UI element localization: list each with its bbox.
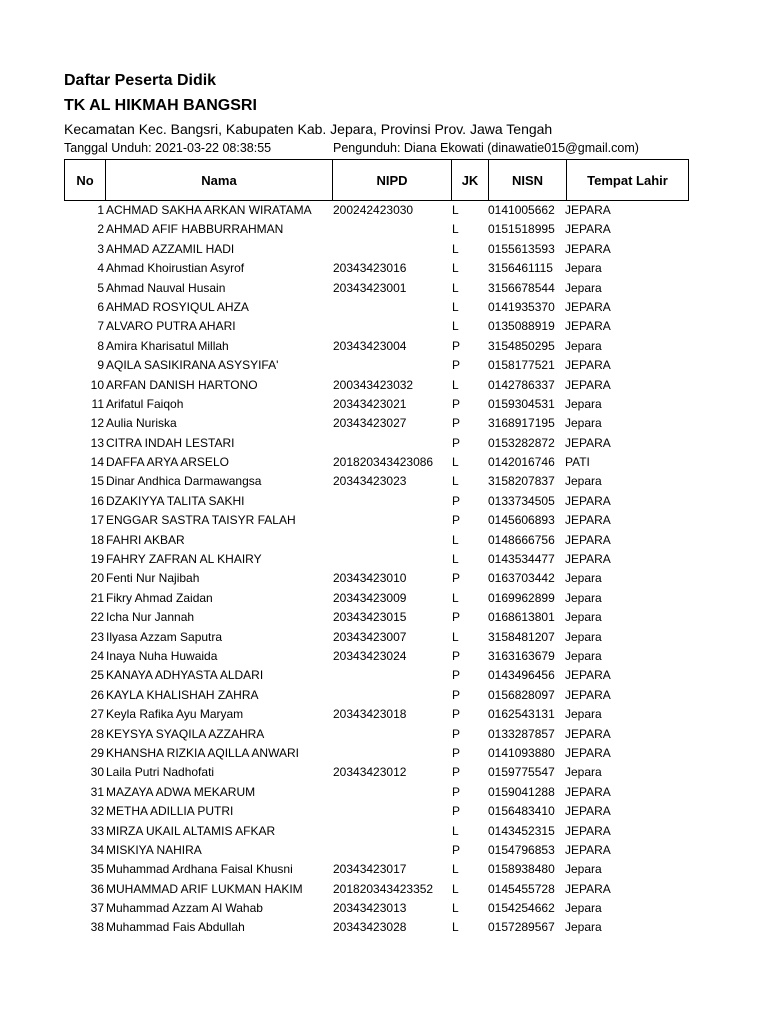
cell-no: 5 xyxy=(97,280,104,295)
cell-no: 31 xyxy=(90,784,104,799)
cell-tempat-lahir: JEPARA xyxy=(565,358,611,373)
table-row xyxy=(64,627,694,646)
cell-nipd: 20343423010 xyxy=(333,571,407,586)
cell-nisn: 0155613593 xyxy=(488,241,555,256)
table-row xyxy=(64,879,694,898)
cell-nipd: 20343423021 xyxy=(333,396,407,411)
table-row xyxy=(64,762,694,781)
table-row xyxy=(64,239,694,258)
cell-tempat-lahir: JEPARA xyxy=(565,203,611,217)
cell-nisn: 0168613801 xyxy=(488,610,555,625)
cell-nisn: 0145455728 xyxy=(488,881,555,896)
table-row xyxy=(64,801,694,820)
cell-no: 17 xyxy=(90,513,104,528)
cell-jk: L xyxy=(452,862,459,877)
cell-jk: P xyxy=(452,804,461,819)
cell-nama: DZAKIYYA TALITA SAKHI xyxy=(106,493,245,508)
cell-jk: L xyxy=(452,241,459,256)
cell-jk: L xyxy=(452,299,459,314)
cell-nipd: 20343423023 xyxy=(333,474,407,489)
column-header-tempat-lahir: Tempat Lahir xyxy=(567,160,689,201)
cell-nama: ACHMAD SAKHA ARKAN WIRATAMA xyxy=(106,203,312,217)
cell-nama: KEYSYA SYAQILA AZZAHRA xyxy=(106,726,265,741)
cell-jk: L xyxy=(452,280,459,295)
cell-nama: MIRZA UKAIL ALTAMIS AFKAR xyxy=(106,823,276,838)
cell-nipd: 20343423009 xyxy=(333,590,407,605)
cell-no: 10 xyxy=(90,377,104,392)
cell-jk: P xyxy=(452,765,461,780)
cell-nama: CITRA INDAH LESTARI xyxy=(106,435,235,450)
cell-jk: P xyxy=(452,571,461,586)
cell-tempat-lahir: Jepara xyxy=(565,610,602,625)
cell-no: 35 xyxy=(90,862,104,877)
cell-nama: Aulia Nuriska xyxy=(106,416,177,431)
cell-jk: L xyxy=(452,377,459,392)
cell-no: 25 xyxy=(90,668,104,683)
cell-nama: Muhammad Fais Abdullah xyxy=(106,920,245,935)
table-row xyxy=(64,549,694,568)
cell-nipd: 20343423027 xyxy=(333,416,407,431)
cell-jk: L xyxy=(452,455,459,470)
table-row xyxy=(64,665,694,684)
cell-tempat-lahir: JEPARA xyxy=(565,377,611,392)
cell-nipd: 201820343423086 xyxy=(333,455,434,470)
cell-nipd: 20343423013 xyxy=(333,901,407,916)
document-title: Daftar Peserta Didik xyxy=(64,72,217,89)
cell-no: 29 xyxy=(90,745,104,760)
cell-no: 1 xyxy=(97,203,104,217)
cell-nisn: 0159304531 xyxy=(488,396,555,411)
cell-nisn: 0156828097 xyxy=(488,687,555,702)
cell-tempat-lahir: JEPARA xyxy=(565,842,611,857)
cell-jk: P xyxy=(452,435,461,450)
cell-nipd: 20343423028 xyxy=(333,920,407,935)
cell-jk: L xyxy=(452,823,459,838)
cell-tempat-lahir: JEPARA xyxy=(565,319,611,334)
cell-tempat-lahir: Jepara xyxy=(565,629,602,644)
cell-no: 7 xyxy=(97,319,104,334)
cell-no: 9 xyxy=(97,358,104,373)
cell-nisn: 0143452315 xyxy=(488,823,555,838)
cell-nipd: 20343423004 xyxy=(333,338,407,353)
table-row xyxy=(64,782,694,801)
cell-nipd: 20343423001 xyxy=(333,280,407,295)
cell-nama: Dinar Andhica Darmawangsa xyxy=(106,474,262,489)
cell-nipd: 20343423024 xyxy=(333,648,407,663)
table-row xyxy=(64,704,694,723)
column-header-nipd: NIPD xyxy=(333,160,452,201)
cell-tempat-lahir: Jepara xyxy=(565,901,602,916)
table-row xyxy=(64,510,694,529)
cell-nisn: 3168917195 xyxy=(488,416,555,431)
cell-nisn: 0169962899 xyxy=(488,590,555,605)
cell-tempat-lahir: Jepara xyxy=(565,280,602,295)
cell-no: 4 xyxy=(97,261,104,276)
cell-jk: L xyxy=(452,920,459,935)
cell-jk: L xyxy=(452,222,459,237)
cell-jk: L xyxy=(452,319,459,334)
cell-jk: L xyxy=(452,532,459,547)
cell-jk: L xyxy=(452,474,459,489)
cell-jk: P xyxy=(452,668,461,683)
cell-jk: L xyxy=(452,629,459,644)
cell-nisn: 3158207837 xyxy=(488,474,555,489)
cell-tempat-lahir: JEPARA xyxy=(565,493,611,508)
cell-tempat-lahir: Jepara xyxy=(565,765,602,780)
cell-nisn: 3163163679 xyxy=(488,648,555,663)
cell-tempat-lahir: Jepara xyxy=(565,920,602,935)
cell-no: 19 xyxy=(90,552,104,567)
table-row xyxy=(64,588,694,607)
cell-nipd: 200343423032 xyxy=(333,377,414,392)
cell-nama: METHA ADILLIA PUTRI xyxy=(106,804,234,819)
cell-jk: L xyxy=(452,590,459,605)
table-row xyxy=(64,452,694,471)
cell-jk: L xyxy=(452,901,459,916)
table-row xyxy=(64,200,694,219)
cell-nama: Arifatul Faiqoh xyxy=(106,396,184,411)
cell-no: 28 xyxy=(90,726,104,741)
cell-nisn: 0159041288 xyxy=(488,784,555,799)
cell-no: 14 xyxy=(90,455,104,470)
table-row xyxy=(64,336,694,355)
cell-nisn: 0154254662 xyxy=(488,901,555,916)
cell-no: 11 xyxy=(91,396,104,411)
cell-jk: P xyxy=(452,745,461,760)
table-row xyxy=(64,316,694,335)
cell-tempat-lahir: Jepara xyxy=(565,707,602,722)
cell-no: 36 xyxy=(90,881,104,896)
cell-nama: Icha Nur Jannah xyxy=(106,610,195,625)
cell-tempat-lahir: Jepara xyxy=(565,474,602,489)
cell-nama: ARFAN DANISH HARTONO xyxy=(106,377,258,392)
cell-tempat-lahir: JEPARA xyxy=(565,784,611,799)
cell-no: 21 xyxy=(90,590,104,605)
cell-tempat-lahir: JEPARA xyxy=(565,668,611,683)
column-header-nisn: NISN xyxy=(489,160,567,201)
table-row xyxy=(64,743,694,762)
download-date: Tanggal Unduh: 2021-03-22 08:38:55 xyxy=(64,141,272,155)
cell-nama: Muhammad Ardhana Faisal Khusni xyxy=(106,862,293,877)
cell-nisn: 3154850295 xyxy=(488,338,555,353)
cell-no: 26 xyxy=(90,687,104,702)
cell-jk: P xyxy=(452,358,461,373)
cell-tempat-lahir: Jepara xyxy=(565,416,602,431)
cell-jk: L xyxy=(452,881,459,896)
cell-no: 34 xyxy=(90,842,104,857)
cell-tempat-lahir: Jepara xyxy=(565,648,602,663)
school-name: TK AL HIKMAH BANGSRI xyxy=(64,97,257,114)
cell-tempat-lahir: JEPARA xyxy=(565,726,611,741)
cell-no: 18 xyxy=(90,532,104,547)
cell-nama: Amira Kharisatul Millah xyxy=(106,338,229,353)
cell-tempat-lahir: JEPARA xyxy=(565,881,611,896)
cell-jk: P xyxy=(452,610,461,625)
cell-jk: L xyxy=(452,552,459,567)
cell-no: 20 xyxy=(90,571,104,586)
table-row xyxy=(64,375,694,394)
cell-nama: MUHAMMAD ARIF LUKMAN HAKIM xyxy=(106,881,303,896)
cell-nipd: 20343423015 xyxy=(333,610,407,625)
cell-nipd: 20343423007 xyxy=(333,629,407,644)
cell-no: 16 xyxy=(90,493,104,508)
table-row xyxy=(64,394,694,413)
column-header-jk: JK xyxy=(452,160,489,201)
table-header xyxy=(64,159,689,201)
cell-jk: P xyxy=(452,707,461,722)
table-row xyxy=(64,297,694,316)
cell-no: 8 xyxy=(97,338,104,353)
cell-jk: P xyxy=(452,513,461,528)
cell-no: 27 xyxy=(90,707,104,722)
cell-nipd: 201820343423352 xyxy=(333,881,434,896)
cell-jk: P xyxy=(452,416,461,431)
cell-jk: L xyxy=(452,203,459,217)
student-list xyxy=(64,200,694,937)
cell-no: 13 xyxy=(90,435,104,450)
cell-nisn: 0158938480 xyxy=(488,862,555,877)
cell-nisn: 0162543131 xyxy=(488,707,555,722)
cell-nama: Ahmad Nauval Husain xyxy=(106,280,226,295)
cell-no: 24 xyxy=(90,648,104,663)
cell-tempat-lahir: JEPARA xyxy=(565,299,611,314)
cell-nisn: 0143496456 xyxy=(488,668,555,683)
table-row xyxy=(64,898,694,917)
cell-nisn: 0145606893 xyxy=(488,513,555,528)
table-row xyxy=(64,530,694,549)
cell-nama: FAHRI AKBAR xyxy=(106,532,185,547)
cell-nisn: 0142786337 xyxy=(488,377,555,392)
cell-nama: Muhammad Azzam Al Wahab xyxy=(106,901,263,916)
table-row xyxy=(64,646,694,665)
cell-nisn: 0151518995 xyxy=(488,222,555,237)
cell-nisn: 3156678544 xyxy=(488,280,555,295)
cell-tempat-lahir: JEPARA xyxy=(565,823,611,838)
cell-tempat-lahir: Jepara xyxy=(565,571,602,586)
cell-nisn: 0158177521 xyxy=(488,358,555,373)
cell-no: 38 xyxy=(90,920,104,935)
table-row xyxy=(64,917,694,936)
table-row xyxy=(64,413,694,432)
column-header-no: No xyxy=(65,160,106,201)
table-row xyxy=(64,859,694,878)
table-row xyxy=(64,821,694,840)
region-line: Kecamatan Kec. Bangsri, Kabupaten Kab. Jepara, Provinsi Prov. Jawa Tengah xyxy=(64,121,553,137)
cell-nama: KANAYA ADHYASTA ALDARI xyxy=(106,668,264,683)
table-row xyxy=(64,840,694,859)
cell-nisn: 0141093880 xyxy=(488,745,555,760)
cell-no: 3 xyxy=(97,241,104,256)
cell-no: 32 xyxy=(90,804,104,819)
table-row xyxy=(64,433,694,452)
cell-tempat-lahir: JEPARA xyxy=(565,435,611,450)
cell-tempat-lahir: JEPARA xyxy=(565,241,611,256)
cell-no: 2 xyxy=(97,222,104,237)
cell-nisn: 3158481207 xyxy=(488,629,555,644)
cell-nipd: 20343423018 xyxy=(333,707,407,722)
cell-jk: P xyxy=(452,687,461,702)
cell-no: 6 xyxy=(97,299,104,314)
cell-nama: Ahmad Khoirustian Asyrof xyxy=(106,261,245,276)
cell-nama: MAZAYA ADWA MEKARUM xyxy=(106,784,256,799)
cell-nipd: 200242423030 xyxy=(333,203,414,217)
cell-nama: Laila Putri Nadhofati xyxy=(106,765,215,780)
cell-tempat-lahir: JEPARA xyxy=(565,804,611,819)
table-row xyxy=(64,568,694,587)
cell-jk: L xyxy=(452,261,459,276)
cell-nisn: 0142016746 xyxy=(488,455,555,470)
cell-tempat-lahir: PATI xyxy=(565,455,590,470)
cell-nisn: 0156483410 xyxy=(488,804,555,819)
cell-nisn: 0133734505 xyxy=(488,493,555,508)
cell-nisn: 0143534477 xyxy=(488,552,555,567)
cell-tempat-lahir: Jepara xyxy=(565,862,602,877)
column-header-nama: Nama xyxy=(106,160,333,201)
cell-jk: P xyxy=(452,338,461,353)
cell-nama: Inaya Nuha Huwaida xyxy=(106,648,218,663)
cell-nisn: 0153282872 xyxy=(488,435,555,450)
table-row xyxy=(64,219,694,238)
cell-nipd: 20343423017 xyxy=(333,862,407,877)
cell-nisn: 0141005662 xyxy=(488,203,555,217)
table-row xyxy=(64,278,694,297)
table-row xyxy=(64,491,694,510)
cell-nisn: 0141935370 xyxy=(488,299,555,314)
cell-no: 22 xyxy=(90,610,104,625)
cell-nama: Ilyasa Azzam Saputra xyxy=(106,629,223,644)
cell-tempat-lahir: JEPARA xyxy=(565,745,611,760)
table-row xyxy=(64,258,694,277)
cell-nisn: 0163703442 xyxy=(488,571,555,586)
cell-nipd: 20343423012 xyxy=(333,765,407,780)
cell-tempat-lahir: Jepara xyxy=(565,396,602,411)
cell-nama: ENGGAR SASTRA TAISYR FALAH xyxy=(106,513,296,528)
cell-nama: AHMAD AFIF HABBURRAHMAN xyxy=(106,222,284,237)
table-row xyxy=(64,607,694,626)
table-row xyxy=(64,685,694,704)
cell-jk: P xyxy=(452,493,461,508)
table-row xyxy=(64,471,694,490)
cell-tempat-lahir: Jepara xyxy=(565,590,602,605)
cell-nisn: 0154796853 xyxy=(488,842,555,857)
cell-nisn: 3156461115 xyxy=(488,261,553,276)
cell-nama: Keyla Rafika Ayu Maryam xyxy=(106,707,244,722)
cell-tempat-lahir: Jepara xyxy=(565,338,602,353)
cell-nama: MISKIYA NAHIRA xyxy=(106,842,202,857)
cell-no: 15 xyxy=(90,474,104,489)
cell-tempat-lahir: JEPARA xyxy=(565,222,611,237)
downloader-info: Pengunduh: Diana Ekowati (dinawatie015@gmail.com) xyxy=(333,141,639,155)
cell-tempat-lahir: JEPARA xyxy=(565,687,611,702)
cell-jk: P xyxy=(452,648,461,663)
cell-tempat-lahir: JEPARA xyxy=(565,513,611,528)
cell-no: 30 xyxy=(90,765,104,780)
cell-tempat-lahir: Jepara xyxy=(565,261,602,276)
cell-nama: ALVARO PUTRA AHARI xyxy=(106,319,236,334)
cell-jk: P xyxy=(452,784,461,799)
cell-nisn: 0135088919 xyxy=(488,319,555,334)
cell-nama: FAHRY ZAFRAN AL KHAIRY xyxy=(106,552,262,567)
cell-nama: KHANSHA RIZKIA AQILLA ANWARI xyxy=(106,745,299,760)
table-row xyxy=(64,355,694,374)
cell-nama: AHMAD AZZAMIL HADI xyxy=(106,241,235,256)
cell-no: 37 xyxy=(90,901,104,916)
cell-no: 33 xyxy=(90,823,104,838)
cell-jk: P xyxy=(452,396,461,411)
table-row xyxy=(64,724,694,743)
cell-jk: P xyxy=(452,726,461,741)
cell-tempat-lahir: JEPARA xyxy=(565,532,611,547)
cell-nisn: 0148666756 xyxy=(488,532,555,547)
cell-nama: KAYLA KHALISHAH ZAHRA xyxy=(106,687,259,702)
cell-nisn: 0159775547 xyxy=(488,765,555,780)
cell-no: 23 xyxy=(90,629,104,644)
cell-no: 12 xyxy=(90,416,104,431)
cell-nama: Fenti Nur Najibah xyxy=(106,571,200,586)
cell-nama: Fikry Ahmad Zaidan xyxy=(106,590,213,605)
cell-nama: DAFFA ARYA ARSELO xyxy=(106,455,229,470)
cell-nipd: 20343423016 xyxy=(333,261,407,276)
cell-tempat-lahir: JEPARA xyxy=(565,552,611,567)
cell-nama: AQILA SASIKIRANA ASYSYIFA' xyxy=(106,358,279,373)
cell-nama: AHMAD ROSYIQUL AHZA xyxy=(106,299,249,314)
cell-jk: P xyxy=(452,842,461,857)
cell-nisn: 0133287857 xyxy=(488,726,555,741)
cell-nisn: 0157289567 xyxy=(488,920,555,935)
